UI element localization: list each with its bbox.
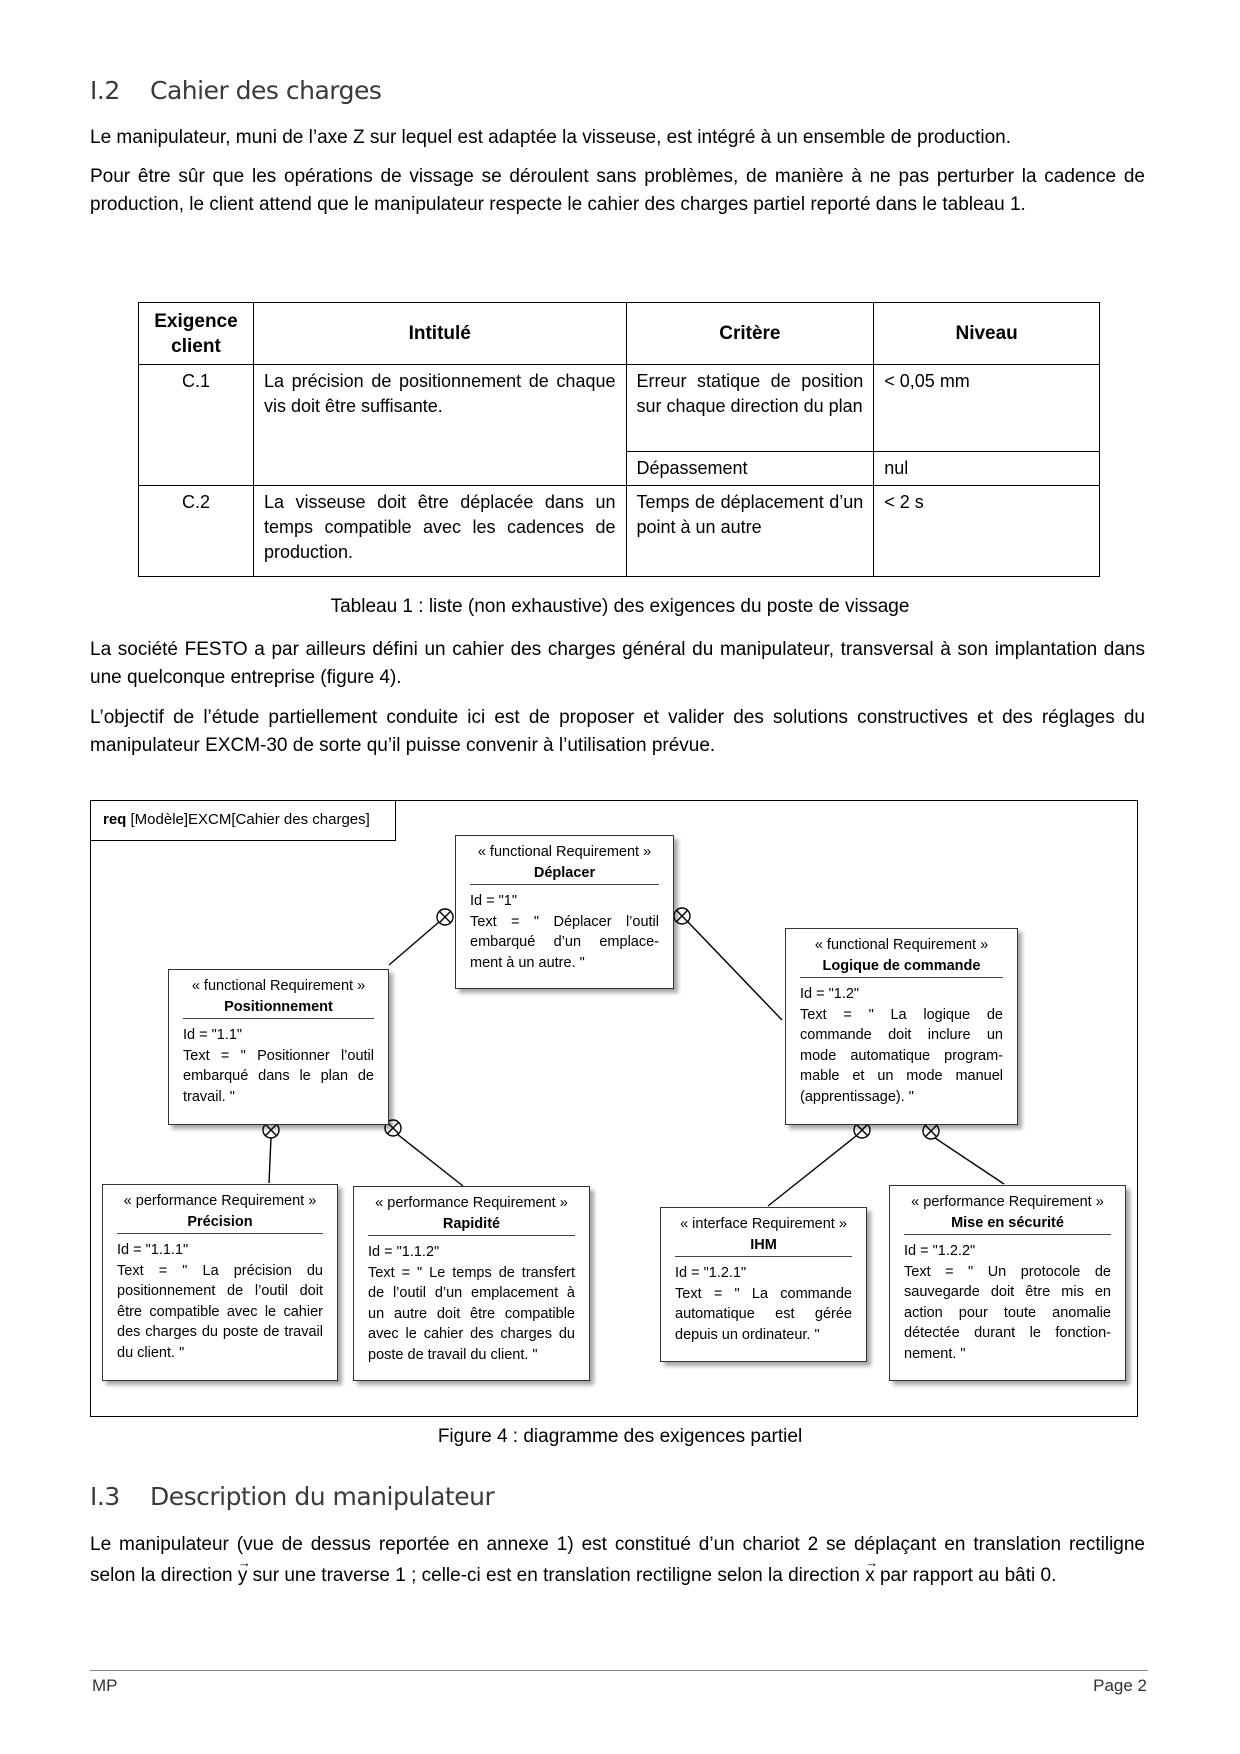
requirement-id: C.2 [139,486,254,577]
paragraph-5-part-1: Le manipulateur (vue de dessus reportée en annexe 1) est constitué d’un chariot 2 se déplaçant en translation rectiligne selon la direction [90,1534,1145,1586]
paragraph-5 [90,1529,1145,1591]
link-line [269,1138,271,1183]
requirement-id-field: Id = "1" [470,893,517,909]
requirement-level: < 0,05 mm [874,365,1100,452]
requirement-name: Mise en sécurité [904,1213,1111,1236]
containment-icon [674,908,690,924]
table-header: Exigence client [139,303,254,365]
vector-x: → x [865,1560,875,1591]
link-line [389,922,439,965]
figure-caption: Figure 4 : diagramme des exigences partiel [437,1426,803,1447]
requirement-block-mise-en-securite [889,1185,1126,1381]
section-heading-1-3 [90,1482,494,1511]
requirement-name: Déplacer [470,863,659,886]
requirement-stereotype: « interface Requirement » [680,1216,847,1232]
section-title: Description du manipulateur [150,1482,495,1511]
requirement-text-field: Text = " Déplacer l’outil embarqué d’un emplace-ment à un autre. " [470,913,659,971]
requirement-text-field: Text = " Le temps de transfert de l’outil d’un emplacement à un autre doit être compatible avec le cahier des charges du poste de travail du client. " [368,1264,575,1363]
paragraph-2: Pour être sûr que les opérations de vissage se déroulent sans problèmes, de manière à ne pas perturber la cadence de production, le client attend que le manipulateur respecte le cahier des charges partiel reporté dans le tableau 1. [90,166,1145,215]
requirement-level: < 2 s [874,486,1100,577]
section-number: I.3 [90,1482,120,1511]
paragraph-4: L’objectif de l’étude partiellement conduite ici est de proposer et valider des solutions constructives et des réglages du manipulateur EXCM-30 de sorte qu’il puisse convenir à l’utilisation prévue. [90,707,1145,756]
requirement-id: C.1 [139,365,254,486]
requirement-block-rapidite [353,1186,590,1381]
requirement-name: IHM [675,1235,852,1258]
requirement-criterion: Erreur statique de position sur chaque direction du plan [626,365,874,452]
section-number: I.2 [90,76,120,105]
link-line [768,1136,856,1206]
requirement-id-field: Id = "1.1.2" [368,1244,440,1260]
requirement-id-field: Id = "1.1.1" [117,1242,189,1258]
requirement-block-precision [102,1184,338,1381]
containment-icon [923,1123,939,1139]
requirement-criterion: Dépassement [626,452,874,486]
requirement-stereotype: « functional Requirement » [814,937,989,953]
paragraph-5-part-2: sur une traverse 1 ; celle-ci est en translation rectiligne selon la direction [247,1565,866,1586]
requirement-text-field: Text = " La précision du positionnement de l’outil doit être compatible avec le cahier des charges du poste de travail du client. " [117,1262,323,1361]
diagram-name: [Modèle]EXCM[Cahier des charges] [130,811,370,828]
footer-left: MP [92,1676,118,1695]
requirement-id-field: Id = "1.2.1" [675,1265,747,1281]
link-line [397,1134,463,1186]
footer-divider [90,1670,1148,1671]
requirement-text-field: Text = " La logique de commande doit inclure un mode automatique program-mable et un mode manuel (apprentissage). " [800,1006,1003,1105]
table-caption: Tableau 1 : liste (non exhaustive) des exigences du poste de vissage [330,596,910,617]
requirement-name: Logique de commande [800,956,1003,979]
requirement-id-field: Id = "1.2" [800,986,860,1002]
section-title: Cahier des charges [150,76,382,105]
requirement-name: Rapidité [368,1214,575,1237]
requirement-block-positionnement [168,969,389,1125]
requirement-title: La visseuse doit être déplacée dans un temps compatible avec les cadences de production. [253,486,626,577]
table-header: Critère [626,303,874,365]
requirement-stereotype: « functional Requirement » [191,978,366,994]
paragraph-3: La société FESTO a par ailleurs défini un cahier des charges général du manipulateur, transversal à son implantation dans une quelconque entreprise (figure 4). [90,639,1145,688]
link-line [932,1136,1004,1184]
requirement-level: nul [874,452,1100,486]
requirement-stereotype: « performance Requirement » [911,1194,1104,1210]
vector-y: → y [238,1560,248,1591]
requirement-id-field: Id = "1.2.2" [904,1243,976,1259]
paragraph-1: Le manipulateur, muni de l’axe Z sur lequel est adaptée la visseuse, est intégré à un ensemble de production. [90,127,1012,148]
requirement-block-deplacer [455,835,674,989]
requirement-text-field: Text = " La commande automatique est gérée depuis un ordinateur. " [675,1285,852,1343]
requirement-name: Précision [117,1212,323,1235]
paragraph-5-part-3: par rapport au bâti 0. [874,1565,1057,1586]
requirement-text-field: Text = " Un protocole de sauvegarde doit être mis en action pour toute anomalie détectée durant le fonction-nement. " [904,1263,1111,1362]
requirement-id-field: Id = "1.1" [183,1027,243,1043]
requirement-name: Positionnement [183,997,374,1020]
requirement-block-ihm [660,1207,867,1362]
requirement-title: La précision de positionnement de chaque vis doit être suffisante. [253,365,626,486]
requirement-stereotype: « performance Requirement » [123,1193,317,1209]
requirement-text-field: Text = " Positionner l’outil embarqué dans le plan de travail. " [183,1047,374,1105]
table-header: Niveau [874,303,1100,365]
table-header: Intitulé [253,303,626,365]
requirement-block-logique-de-commande [785,928,1018,1125]
requirement-criterion: Temps de déplacement d’un point à un autre [626,486,874,577]
requirement-stereotype: « performance Requirement » [375,1195,568,1211]
containment-icon [437,909,453,925]
link-line [688,922,782,1020]
diagram-keyword: req [103,811,127,828]
requirement-stereotype: « functional Requirement » [477,844,652,860]
footer-page-number: Page 2 [1093,1676,1147,1695]
